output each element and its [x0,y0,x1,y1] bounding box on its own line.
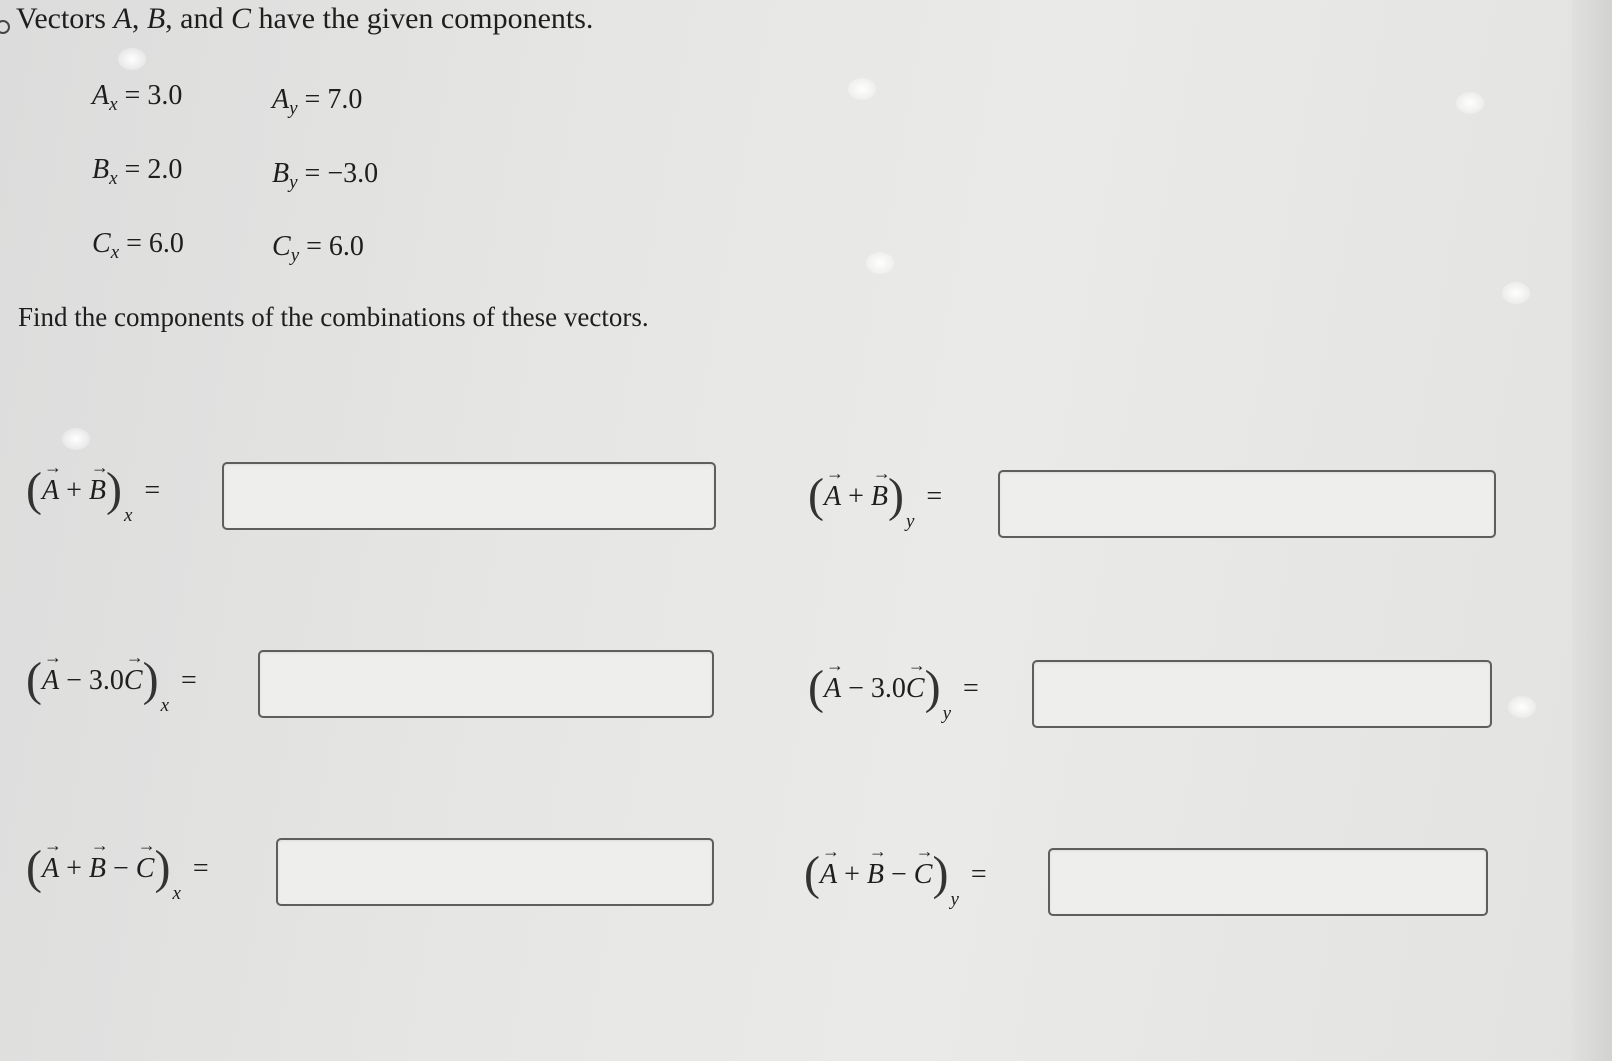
minus-sign: − [841,673,871,704]
component-symbol: A [92,80,110,111]
plus-sign: + [59,475,89,506]
component-symbol: B [92,154,110,185]
equals-sign: = [970,859,987,890]
component-cx [92,228,184,264]
vector-b-arrow: → B [89,475,106,507]
minus-sign: − [106,853,136,884]
vector-a-arrow: → A [42,853,59,885]
answer-a-minus-3c-y[interactable] [1032,660,1492,728]
equals-sign: = [192,853,209,884]
component-symbol: A [272,84,290,115]
close-paren: ) [888,469,904,522]
bullet-icon [0,20,10,34]
component-subscript: x [109,94,118,115]
subscript-x: x [172,883,181,904]
minus-sign: − [59,665,89,696]
light-glare [866,252,894,274]
component-value: = 6.0 [306,231,364,262]
vector-a-name: A [113,2,132,35]
scalar-value: 3.0 [870,673,906,704]
vector-a-arrow: → A [824,673,841,705]
expr-a-minus-3c-y [808,660,979,724]
vector-c-arrow: → C [124,665,143,697]
component-subscript: y [290,245,300,266]
vector-a-arrow: → A [42,665,59,697]
close-paren: ) [142,653,159,706]
plus-sign: + [837,859,867,890]
component-subscript: y [289,98,298,119]
close-paren: ) [924,661,941,714]
open-paren: ( [26,653,42,706]
answer-a-plus-b-minus-c-y[interactable] [1048,848,1488,916]
light-glare [1508,696,1536,718]
vector-c-arrow: → C [914,859,933,891]
component-symbol: C [272,231,291,262]
vector-c-name: C [230,2,251,35]
intro-prefix: Vectors [16,2,114,35]
vector-b-arrow: → B [871,481,888,513]
plus-sign: + [59,853,89,884]
expr-a-plus-b-minus-c-y [804,846,987,910]
answer-a-minus-3c-x[interactable] [258,650,714,718]
component-value: = 2.0 [124,154,183,185]
close-paren: ) [154,841,171,894]
subscript-x: x [160,695,169,716]
component-value: = 6.0 [126,228,184,259]
minus-sign: − [884,859,914,890]
equals-sign: = [926,481,943,512]
expr-a-minus-3c-x [26,652,197,716]
light-glare [848,78,876,100]
component-subscript: y [289,172,298,193]
expr-a-plus-b-x [26,462,161,526]
light-glare [1456,92,1484,114]
component-symbol: C [92,228,111,259]
open-paren: ( [26,463,42,516]
subscript-y: y [905,511,915,532]
component-value: = −3.0 [304,158,379,189]
vector-c-arrow: → C [906,673,925,705]
component-cy [272,231,364,267]
equals-sign: = [181,665,197,696]
vector-c-arrow: → C [136,853,155,885]
light-glare [118,48,146,70]
vector-a-arrow: → A [42,475,59,507]
vector-b-arrow: → B [89,853,106,885]
component-symbol: B [272,158,290,189]
subscript-y: y [942,703,951,724]
open-paren: ( [808,661,824,714]
close-paren: ) [106,463,122,516]
vector-b-arrow: → B [867,859,884,891]
problem-statement [16,2,593,36]
component-subscript: x [110,242,120,263]
open-paren: ( [808,469,824,522]
intro-sep2: , and [165,2,231,35]
scalar-value: 3.0 [88,665,124,696]
component-value: = 3.0 [124,80,183,111]
component-value: = 7.0 [304,84,363,115]
vector-a-arrow: → A [820,859,837,891]
open-paren: ( [804,847,820,900]
intro-suffix: have the given components. [250,2,594,35]
expr-a-plus-b-y [808,468,943,532]
close-paren: ) [932,847,949,900]
component-ay [272,84,362,120]
answer-a-plus-b-y[interactable] [998,470,1496,538]
expr-a-plus-b-minus-c-x [26,840,209,904]
light-glare [62,428,90,450]
component-subscript: x [109,168,118,189]
vector-b-name: B [146,2,166,35]
page-edge [1572,0,1612,1061]
answer-a-plus-b-minus-c-x[interactable] [276,838,714,906]
equals-sign: = [963,673,979,704]
plus-sign: + [841,481,871,512]
answer-a-plus-b-x[interactable] [222,462,716,530]
component-by [272,158,378,194]
component-bx [92,154,182,190]
equals-sign: = [144,475,161,506]
component-ax [92,80,182,116]
open-paren: ( [26,841,42,894]
instruction-text: Find the components of the combinations of these vectors. [18,302,649,332]
subscript-y: y [950,889,959,910]
intro-sep1: , [131,2,147,35]
subscript-x: x [123,505,133,526]
vector-a-arrow: → A [824,481,841,513]
light-glare [1502,282,1530,304]
